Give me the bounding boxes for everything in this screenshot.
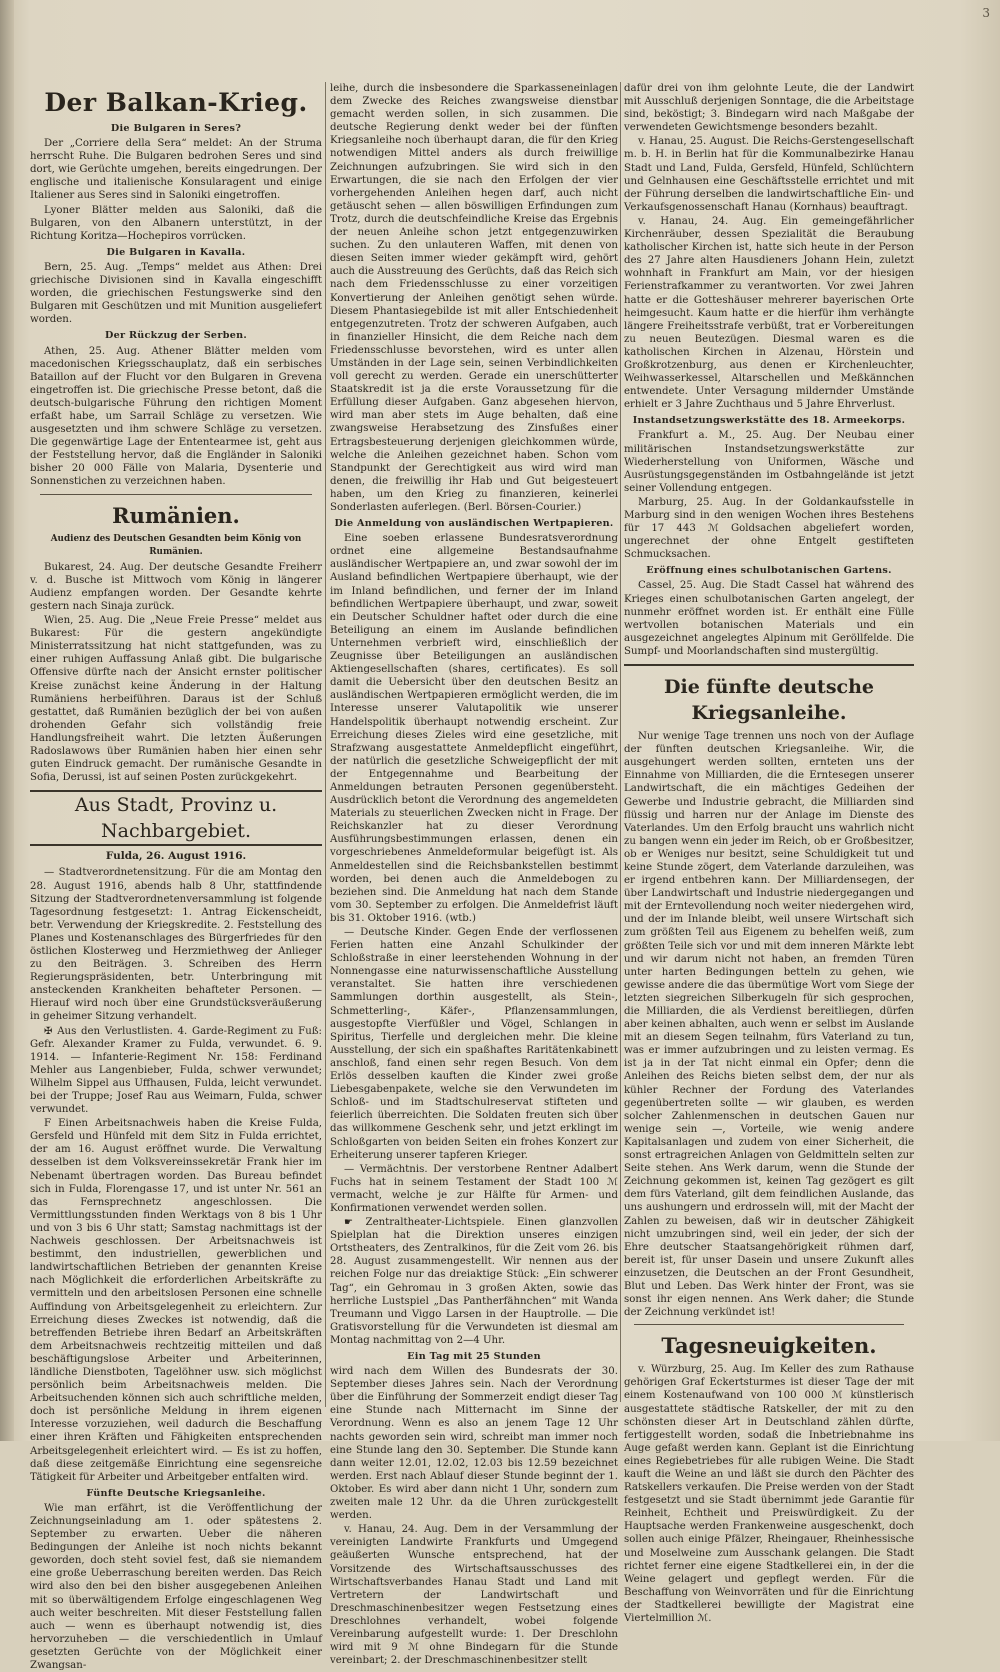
- column-2: [330, 82, 618, 1667]
- wuerzburg-text: v. Würzburg, 25. Aug. Im Keller des zum Rathause gehörigen Graf Eckertsturmes ist dieser Tage der mit einem Kostenaufwand von 100 000 ℳ künstlerisch ausgestattete städtische Ratskeller, der mit zu den schönsten dieser Art in Deutschland zählen dürfte, fertiggestellt worden, sodaß die Inbetriebnahme ins Auge gefaßt werden kann. Geplant ist die Einrichtung eines Regiebetriebes für alle rubigen Weine. Die Stadt kauft die Weine an und läßt sie durch den Pächter des Ratskellers verkaufen. Die Preise werden von der Stadt festgesetzt und sie Stadt übernimmt jede Garantie für Reinheit, Echtheit und Preiswürdigkeit. Zu der Hauptsache werden Frankenweine ausgeschenkt, doch sollen auch einige Pfälzer, Rheingauer, Rheinhessische und Moselweine zum Ausschank gelangen. Die Stadt richtet ferner eine eigene Stadtkellerei ein, in der die Weine gelagert und gepflegt werden. Für die Beschaffung von Weinvorräten und für die Einrichtung der Stadtkellerei bewilligte der Magistrat eine Viertelmillion ℳ.: [624, 1364, 914, 1625]
- fulda-dateline: Fulda, 26. August 1916.: [105, 850, 247, 863]
- bulgaren-seres-head: Die Bulgaren in Seres?: [110, 123, 242, 134]
- anmeldung-text: Eine soeben erlassene Bundesratsverordnung ordnet eine allgemeine Bestandsaufnahme ausländischer Wertpapiere an, und zwar sowohl der im Ausland befindlichen Wertpapiere überhaupt, wie der im Inland befindlichen, und ferner der im Inland befindlichen Wertpapiere überhaupt, und zwar, soweit ein Deutscher Schuldner haftet oder durch die eine Beteiligung an einem im Auslande befindlichen Unternehmen verbrieft wird, einschließlich der Zeugnisse über Beteiligungen an ausländischen Aktiengesellschaften (shares, certificates). Es soll damit die Uebersicht über den deutschen Besitz an ausländischen Wertpapieren ermöglicht werden, die im Interesse unserer Valutapolitik wie unserer Handelspolitik überhaupt notwendig erscheint. Zur Erreichung dieses Zieles wird eine gesetzliche, mit Strafzwang ausgestattete Anmeldepflicht eingeführt, der natürlich die gesetzliche Schweigepflicht der mit der Entgegennahme und Bearbeitung der Anmeldungen betrauten Personen gegenübersteht. Ausdrücklich betont die Verordnung des angemeldeten Materials zu steuerlichen Zwecken nicht in Frage. Der Reichskanzler hat zu dieser Verordnung Ausführungsbestimmungen erlassen, denen ein vorgeschriebenes Anmeldeformular beigefügt ist. Als Anmeldestellen sind die Reichsbankstellen bestimmt worden, bei denen auch die Anmeldebogen zu beziehen sind. Die Anmeldung hat nach dem Stande vom 30. September zu erfolgen. Die Anmeldefrist läuft bis 31. Oktober 1916. (wtb.): [330, 533, 618, 924]
- kriegsanleihe-text: Wie man erfährt, ist die Veröffentlichung der Zeichnungseinladung am 1. oder spätestens 2. September zu erwarten. Ueber die näheren Bedingungen der Anleihe ist noch nichts bekannt geworden, doch steht soviel fest, daß sie niemandem eine große Ueberraschung bereiten werden. Das Reich wird also den bei den bisher ausgegebenen Anleihen mit so überwältigendem Erfolge eingeschlagenen Weg auch weiter beschreiten. Mit dieser Feststellung fallen auch — wenn es überhaupt notwendig ist, dies hervorzuheben — die verschiedentlich in Umlauf gesetzten Gerüchte von der Möglichkeit einer Zwangsan-: [30, 1502, 322, 1672]
- anmeldung-head: Die Anmeldung von ausländischen Wertpapieren.: [334, 518, 614, 530]
- serben-head: Der Rückzug der Serben.: [104, 330, 248, 342]
- kinder-text: — Deutsche Kinder. Gegen Ende der verflossenen Ferien hatten eine Anzahl Schulkinder der Schloßstraße in einer leerstehenden Wohnung in der Nonnengasse eine naturwissenschaftliche Ausstellung veranstaltet. Sie hatten ihre verschiedenen Sammlungen dorthin ausgestellt, als Stein-, Schmetterling-, Käfer-, Pflanzensammlungen, ausgestopfte Vierfüßler und Vögel, Schlangen in Spiritus, Tierfelle und dergleichen mehr. Die kleine Ausstellung, der sich ein spaßhaftes Raritätenkabinett anschloß, fand einen sehr regen Besuch. Von dem Erlös desselben kauften die Kinder zwei große Liebesgabenpakete, welche sie den Verwundeten im Schloß- und im Stadtschulreservat stifteten und feierlich überreichten. Die Soldaten freuten sich über das willkommene Geschenk sehr, und jetzt erklingt im Schloßgarten von beiden Seiten ein frohes Konzert zur Erheiterung unserer tapferen Krieger.: [330, 927, 618, 1161]
- column-3: [624, 82, 914, 1625]
- hanau-text: v. Hanau, 24. Aug. Dem in der Versammlung der vereinigten Landwirte Frankfurts und Umgegend geäußerten Wunsche entsprechend, hat der Vorsitzende des Wirtschaftsausschusses des Wirtschaftsverbandes Hanau Stadt und Land mit Vertretern der Landwirtschaft und Dreschmaschinenbesitzer wegen Festsetzung eines Dreschlohnes verhandelt, wobei folgende Vereinbarung aufgestellt wurde: 1. Der Dreschlohn wird mit 9 ℳ ohne Bindegarn für die Stunde vereinbart; 2. der Dreschmaschinenbesitzer stellt: [330, 1524, 618, 1667]
- bulgaren-seres-text: Der „Corriere della Sera“ meldet: An der Struma herrscht Ruhe. Die Bulgaren bedrohen Seres und sind dort, wie Gerüchte umgehen, bereits eingedrungen. Der englische und italienische Konsularagent und einige Italiener aus Seres sind in Saloniki eingetroffen.: [30, 138, 322, 202]
- wien-text: Wien, 25. Aug. Die „Neue Freie Presse“ meldet aus Bukarest: Für die gestern angekündigte Ministerratssitzung hat nicht stattgefunden, was zu einer ruhigen Auffassung Anlaß gibt. Die bulgarische Offensive dürfte nach der Ansicht ernster politischer Kreise zunächst keine Änderung in der Haltung Rumäniens herbeiführen. Daraus ist der Schluß gestattet, daß Rumänien bezüglich der bei von außen drohenden Gefahr sich vollständig freie Handlungsfreiheit wahrt. Die letzten Äußerungen Radoslawows über Rumänien haben hier einen sehr guten Eindruck gemacht. Der rumänische Gesandte in Sofia, Derussi, ist auf seinen Posten zurückgekehrt.: [30, 615, 322, 784]
- arbeitsnachweis-text: F Einen Arbeitsnachweis haben die Kreise Fulda, Gersfeld und Hünfeld mit dem Sitz in Fulda errichtet, der am 16. August eröffnet wurde. Die Verwaltung desselben ist dem Volksvereinssekretär Frank hier im Nebenamt übertragen worden. Das Bureau befindet sich in Fulda, Florengasse 17, und ist unter Nr. 561 an das Fernsprechnetz angeschlossen. Die Vermittlungsstunden finden Werktags von 8 bis 1 Uhr und von 3 bis 6 Uhr statt; Samstag nachmittags ist der Nachweis geschlossen. Der Arbeitsnachweis ist bestimmt, den industriellen, gewerblichen und landwirtschaftlichen Betrieben der genannten Kreise nach Möglichkeit die erforderlichen Arbeitskräfte zu vermitteln und den arbeitslosen Personen eine schnelle Auffindung von Arbeitsgelegenheit zu erleichtern. Zur Erreichung dieses Zweckes ist notwendig, daß die betreffenden Betriebe ihren Bedarf an Arbeitskräften dem Arbeitsnachweis rechtzeitig mitteilen und daß beschäftigungslose Arbeiter und Arbeiterinnen, ländliche Dienstboten, Tagelöhner usw. sich möglichst persönlich beim Arbeitsnachweis melden. Die Arbeitsuchenden können sich auch schriftliche melden, doch ist persönliche Meldung in ihrem eigenen Interesse vorzuziehen, weil dadurch die Beschaffung einer ihren Kräften und Fähigkeiten entsprechenden Arbeitsgelegenheit erleichtert wird. — Es ist zu hoffen, daß diese zeitgemäße Einrichtung eine segensreiche Tätigkeit für Arbeiter und Arbeitgeber entfalten wird.: [30, 1118, 322, 1483]
- bulgaren-kavalla-head: Die Bulgaren in Kavalla.: [106, 246, 246, 258]
- hanau3-text: v. Hanau, 24. Aug. Ein gemeingefährlicher Kirchenräuber, dessen Spezialität die Beraubung katholischer Kirchen ist, hatte sich heute in der Person des 27 Jahre alten Hausdieners Johann Hein, zuletzt wohnhaft in Frankfurt am Main, vor der hiesigen Ferienstrafkammer zu verantworten. Vor zwei Jahren hatte er die Gotteshäuser mehrerer bayerischen Orte heimgesucht. Kaum hatte er die hierfür ihm verhängte längere Freiheitsstrafe verbüßt, trat er Vorbereitungen zu neuen Beutezügen. Diesmal waren es die katholischen Kirchen in Alzenau, Hörstein und Großkrotzenburg, aus denen er Kirchenleuchter, Weihwasserkessel, Altarschellen und Meßkännchen entwendete. Unter Versagung mildernder Umstände erhielt er 3 Jahre Zuchthaus und 5 Jahre Ehrverlust.: [624, 215, 914, 411]
- bukarest-text: Bukarest, 24. Aug. Der deutsche Gesandte Freiherr v. d. Busche ist Mittwoch vom König in längerer Audienz empfangen worden. Der Gesandte kehrte gestern nach Sinaja zurück.: [30, 561, 322, 612]
- binding-shadow: [0, 0, 14, 1441]
- divider-thick: [624, 664, 914, 666]
- fuenfte-kriegsanleihe-text: Nur wenige Tage trennen uns noch von der Auflage der fünften deutschen Kriegsanleihe. Wir, die ausgehungert werden sollten, ernteten uns der Einnahme von Milliarden, die die Erntesegen unserer Landwirtschaft, die ein mächtiges Gedeihen der Gewerbe und Industrie gebracht, die Milliarden sind flüssig und harren nur der Anlage im Dienste des Vaterlandes. Um den Erfolg braucht uns wahrlich nicht zu bangen wenn ein jeder im Reich, ob er Großbesitzer, ob er Weniges nur besitzt, seine Schuldigkeit tut und keine Stunde zögert, dem Vaterlande darzuleihen, was er irgend entbehren kann. Der Milliardensegen, der über Landwirtschaft und Industrie niedergegangen und mit der Erntevollendung noch weiter niedergehen wird, und der im Inlande bleibt, weil unsere Wirtschaft sich zum größten Teil aus Eigenem zu behelfen weiß, zum größten Teile sich vor und mit dem inneren Märkte lebt und wir darum nicht not haben, an fremden Türen unter harten Bedingungen betteln zu gehen, wie gewisse andere die das übermütige Wort vom Siege der letzten siegreichen Silberkugeln für sich gesprochen, die Milliarden, die als Verdienst bereitliegen, dürfen aber keinen abhalten, auch wenn er selbst im Auslande mit an diesem Segen teilnahm, fürs Vaterland zu tun, was er immer aufzubringen und zu leisten vermag. Es ist ja in der Tat nicht einmal ein Opfer; denn die Anleihen des Reichs bieten selbst dem, der nur als kühler Rechner der Fordung des Vaterlandes gegenübertreten sollte — wir glauben, es werden solcher Zahlenmenschen in deutschen Gauen nur wenige sein —, Vorteile, wie wenig andere Kapitalsanlagen und zudem von einer Sicherheit, die sonst ertragreichen Anlagen von Geldmitteln selten zur Seite stehen. Ans Werk darum, wenn die Stunde der Zeichnung gekommen ist, keinen Tag gezögert es gilt dem fürs Vaterland, gilt dem feindlichen Auslande, das uns aushungern und erdrosseln will, mit der Macht der Zahlen zu beweisen, daß wir in deutscher Zähigkeit nicht umzubringen sind, weil ein jeder, der sich der Ehre deutscher Staatsangehörigkeit rühmen darf, bereit ist, für unser Dasein und unsere Zukunft alles einzusetzen, die Deutschen an der Front Gesundheit, Blut und Leben. Das Werk hinter der Front, was sie sonst ihr eigen nennen. Ans Werk daher; die Stunde der Zeichnung verkündet ist!: [624, 731, 914, 1319]
- tag-25-stunden-head: Ein Tag mit 25 Stunden: [407, 1351, 541, 1362]
- page-number: 3: [982, 6, 990, 20]
- tagesneuigkeiten-title: Tagesneuigkeiten.: [661, 1333, 877, 1359]
- column-1: [30, 78, 322, 1672]
- garten-head: Eröffnung eines schulbotanischen Gartens.: [646, 565, 892, 577]
- bern-text: Bern, 25. Aug. „Temps“ meldet aus Athen: Drei griechische Divisionen sind in Kavalla eingeschifft worden, die griechischen Festungswerke sind den Bulgaren mit Geschützen und mit Munition ausgeliefert worden.: [30, 261, 322, 326]
- instandsetzung-head: Instandsetzungswerkstätte des 18. Armeekorps.: [632, 415, 906, 427]
- balkan-krieg-title: Der Balkan-Krieg.: [44, 88, 308, 117]
- audienz-head: Audienz des Deutschen Gesandten beim König von Rumänien.: [50, 533, 302, 557]
- hanau2-text: v. Hanau, 25. August. Die Reichs-Gerstengesellschaft m. b. H. in Berlin hat für die Kommunalbezirke Hanau Stadt und Land, Fulda, Gersfeld, Hünfeld, Schlüchtern und Gelnhausen eine Geschäftsstelle errichtet und mit der Führung derselben die landwirtschaftliche Ein- und Verkaufsgenossenschaft Hanau (Kornhaus) beauftragt.: [624, 136, 914, 213]
- cassel-text: Cassel, 25. Aug. Die Stadt Cassel hat während des Krieges einen schulbotanischen Garten angelegt, der nunmehr eröffnet worden ist. Er enthält eine Fülle wertvollen botanischen Materials und ein ausgezeichnet angelegtes Alpinum mit Geröllfelde. Die Sumpf- und Moorlandschaften sind mustergültig.: [624, 580, 914, 657]
- stadt-provinz-title: Aus Stadt, Provinz u. Nachbargebiet.: [30, 790, 322, 846]
- hanau-continued: dafür drei von ihm gelohnte Leute, die der Landwirt mit Ausschluß derjenigen Sonntage, die die Arbeitstage sind, beköstigt; 3. Bindegarn wird nach Maßgabe der verwendeten Gewichtsmenge besonders bezahlt.: [624, 83, 914, 134]
- divider: [634, 1324, 904, 1325]
- lyoner-text: Lyoner Blätter melden aus Saloniki, daß die Bulgaren, von den Albanern unterstützt, in der Richtung Koritza—Hochepiros vorrücken.: [30, 204, 322, 242]
- marburg-text: Marburg, 25. Aug. In der Goldankaufsstelle in Marburg sind in den wenigen Wochen ihres Bestehens für 17 443 ℳ Goldsachen abgeliefert worden, ungerechnet der ohne Entgelt gestifteten Schmucksachen.: [624, 496, 914, 561]
- stadtverordneten-text: — Stadtverordnetensitzung. Für die am Montag den 28. August 1916, abends halb 8 Uhr, stattfindende Sitzung der Stadtverordnetenversammlung ist folgende Tagesordnung festgesetzt: 1. Antrag Eickenscheidt, betr. Verwendung der Kriegskredite. 2. Feststellung des Planes und Kostenanschlages des Bürgerfriedes für den östlichen Klosterweg und Herzmiethweg der Anlieger zu den Beiträgen. 3. Schreiben des Herrn Regierungspräsidenten, betr. Unterbringung mit ansteckenden Krankheiten behafteter Personen. — Hierauf wird noch über eine Grundstücksveräußerung in geheimer Sitzung verhandelt.: [30, 867, 322, 1023]
- kriegsanleihe-head: Fünfte Deutsche Kriegsanleihe.: [86, 1487, 266, 1499]
- verlustlisten-text: ✠ Aus den Verlustlisten. 4. Garde-Regiment zu Fuß: Gefr. Alexander Kramer zu Fulda, verwundet. 6. 9. 1914. — Infanterie-Regiment Nr. 158: Ferdinand Mehler aus Langenbieber, Fulda, schwer verwundet; Wilhelm Sippel aus Uffhausen, Fulda, leicht verwundet. bei der Truppe; Josef Rau aus Weimarn, Fulda, schwer verwundet.: [30, 1025, 322, 1116]
- divider: [40, 494, 312, 495]
- kriegsanleihe-continued: leihe, durch die insbesondere die Sparkasseneinlagen dem Zwecke des Reiches zwangsweise dienstbar gemacht werden sollen, in sich zusammen. Die deutsche Regierung denkt weder bei der fünften Kriegsanleihe noch überhaupt daran, die für den Krieg notwendigen Mittel anders als durch freiwillige Zeichnungen aufzubringen. Sie wird sich in den Erwartungen, die sie nach den Erfolgen der vier vorhergehenden Anleihen hegen darf, auch nicht getäuscht sehen — allen böswilligen Erfindungen zum Trotz, durch die deutschfeindliche Kreise das Ergebnis der neuen Anleihe schon jetzt entgegenzuwirken suchen. Zu den unlauteren Waffen, mit denen von diesen Seiten immer wieder gekämpft wird, gehört auch die Ausstreuung des Gerüchts, daß das Reich sich nach dem Friedensschlusse zu einer vorzeitigen Konvertierung der Anleihen genötigt sehen würde. Diesem Phantasiegebilde ist mit aller Entschiedenheit entgegenzutreten. Trotz der schweren Aufgaben, auch in finanzieller Hinsicht, die dem Reiche nach dem Friedensschlusse bevorstehen, wird es unter allen Umständen in der Lage sein, seinen Verbindlichkeiten voll gerecht zu werden. Gerade ein unerschütterter Staatskredit ist ja die erste Voraussetzung für die Erfüllung dieser Aufgaben. Ganz abgesehen hiervon, wird man aber stets im Auge behalten, daß eine zwangsweise Herabsetzung des Zinsfußes einer Ertragsbesteuerung derjenigen gleichkommen würde, welche die Anleihen gezeichnet haben. Schon vom Standpunkt der Gerechtigkeit aus wird wird man denen, die freiwillig ihr Hab und Gut beigesteuert haben, um den Krieg zu finanzieren, keinerlei Sonderlasten auferlegen. (Berl. Börsen-Courier.): [330, 83, 618, 513]
- frankfurt-text: Frankfurt a. M., 25. Aug. Der Neubau einer militärischen Instandsetzungswerkstätte zur Wiederherstellung von Uniformen, Wäsche und Ausrüstungsgegenständen im Ostbahngelände ist jetzt seiner Vollendung entgegen.: [624, 430, 914, 494]
- athen-text: Athen, 25. Aug. Athener Blätter melden vom macedonischen Kriegsschauplatz, daß ein serbisches Bataillon auf der Flucht vor den Bulgaren in Grevena eingetroffen ist. Die griechische Presse betont, daß die deutsch-bulgarische Führung den richtigen Moment erfaßt habe, um Sarrail Schläge zu versetzen. Wie ausgesetzten und ihm schwere Schläge zu versetzen. Die gegenwärtige Lage der Ententearmee ist, geht aus der Feststellung hervor, daß die Engländer in Saloniki bisher 20 000 Fälle von Malaria, Dysenterie und Sonnenstichen zu verzeichnen haben.: [30, 345, 322, 488]
- zentraltheater-text: ☛ Zentraltheater-Lichtspiele. Einen glanzvollen Spielplan hat die Direktion unseres einzigen Ortstheaters, des Zentralkinos, für die Zeit vom 26. bis 28. August zusammengestellt. Wir nennen aus der reichen Folge nur das dreiaktige Stück: „Ein schwerer Tag“, ein Gehromau in 3 großen Akten, sowie das herrliche Lustspiel „Das Pantherfähnchen“ mit Wanda Treumann und Viggo Larsen in der Hauptrolle. — Die Gratisvorstellung für die Verwundeten ist diesmal am Montag nachmittag von 2—4 Uhr.: [330, 1217, 618, 1346]
- column-rule-2: [620, 82, 621, 1402]
- rumaenien-title: Rumänien.: [112, 502, 240, 528]
- fuenfte-kriegsanleihe-title: Die fünfte deutsche Kriegsanleihe.: [664, 676, 874, 725]
- vermaechtnis-text: — Vermächtnis. Der verstorbene Rentner Adalbert Fuchs hat in seinem Testament der Stadt 100 ℳ vermacht, welche je zur Hälfte für Armen- und Konfirmationen verwendet werden sollen.: [330, 1163, 618, 1214]
- column-rule-1: [325, 82, 326, 1407]
- tag-25-stunden-text: wird nach dem Willen des Bundesrats der 30. September dieses Jahres sein. Nach der Verordnung über die Einführung der Sommerzeit endigt dieser Tag eine Stunde nach Mitternacht im Sinne der Verordnung. Wenn es also an jenem Tage 12 Uhr nachts geworden sein wird, schreibt man immer noch eine Stunde lang den 30. September. Die Stunde kann dann weiter 12.01, 12.02, 12.03 bis 12.59 bezeichnet werden. Erst nach Ablauf dieser Stunde beginnt der 1. Oktober. Es wird aber dann nicht 1 Uhr, sondern zum zweiten male 12 Uhr. da die Uhren zurückgestellt werden.: [330, 1366, 618, 1522]
